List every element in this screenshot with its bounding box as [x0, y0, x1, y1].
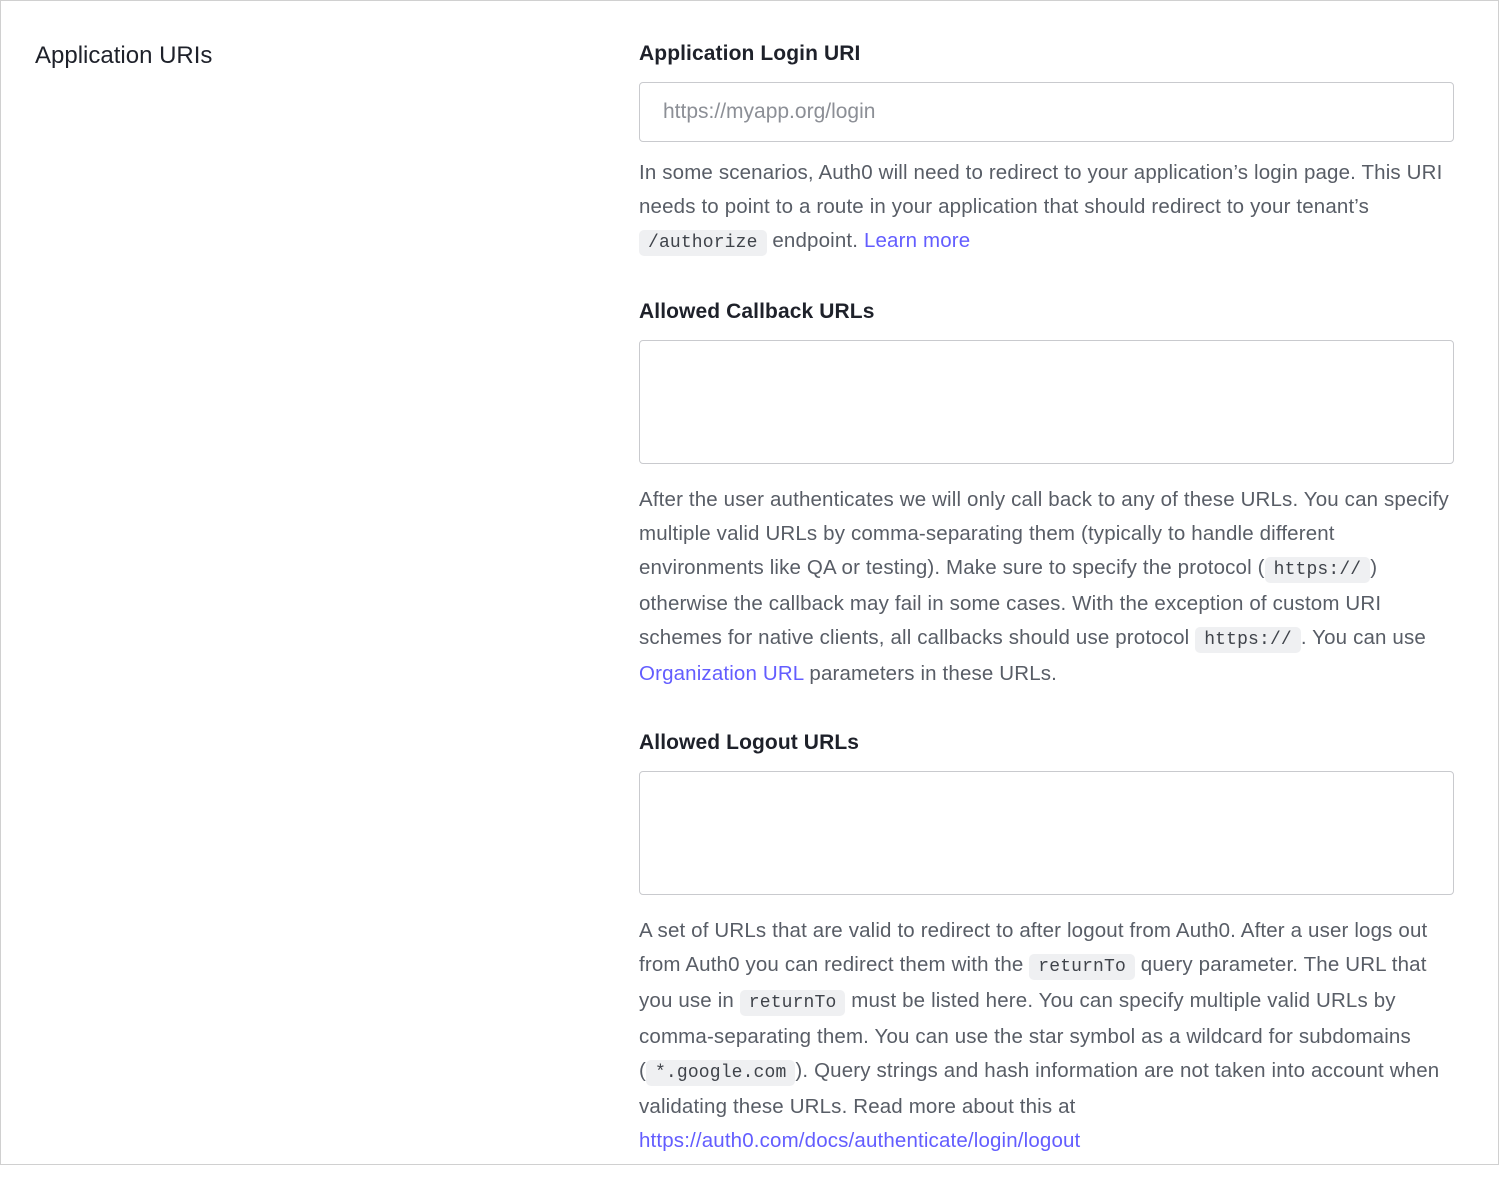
- learn-more-link[interactable]: Learn more: [863, 229, 971, 252]
- help-text: ) otherwise the callback may fail in some cases. With the exception of custom URI schemes for native clients, all callbacks should use protocol: [639, 556, 1382, 649]
- callback-urls-label: Allowed Callback URLs: [639, 300, 875, 323]
- login-uri-label: Application Login URI: [639, 42, 861, 65]
- logout-urls-textarea[interactable]: [639, 771, 1454, 895]
- inline-code: /authorize: [639, 230, 767, 256]
- callback-urls-field: [639, 300, 1454, 691]
- inline-code: https://: [1195, 627, 1301, 653]
- organization-url-link[interactable]: Organization URL: [639, 662, 804, 685]
- login-uri-field: [639, 42, 1454, 260]
- section-title: Application URIs: [35, 42, 213, 69]
- login-uri-input[interactable]: [639, 82, 1454, 142]
- login-uri-help: [639, 156, 1454, 260]
- help-text: A set of URLs that are valid to redirect to after logout from Auth0. After a user logs out from Auth0 you can redirect them with the: [639, 919, 1428, 976]
- logout-urls-label: Allowed Logout URLs: [639, 731, 860, 754]
- callback-urls-help: [639, 483, 1454, 691]
- help-text: parameters in these URLs.: [803, 662, 1058, 685]
- help-text: . You can use: [1300, 626, 1426, 649]
- help-text: query parameter. The URL that you use in: [639, 953, 1427, 1012]
- inline-code: https://: [1265, 557, 1371, 583]
- inline-code: returnTo: [1029, 954, 1135, 980]
- logout-docs-link[interactable]: https://auth0.com/docs/authenticate/login/logout: [639, 1129, 1081, 1152]
- help-text: must be listed here. You can specify multiple valid URLs by comma-separating them. You can use the star symbol as a wildcard for subdomains (: [639, 989, 1411, 1082]
- help-text: ). Query strings and hash information are not taken into account when validating these URLs. Read more about this at: [639, 1059, 1440, 1118]
- callback-urls-textarea[interactable]: [639, 340, 1454, 464]
- uri-settings-column: [639, 42, 1454, 1198]
- inline-code: returnTo: [740, 990, 846, 1016]
- help-text: endpoint.: [766, 229, 864, 252]
- logout-urls-help: [639, 914, 1454, 1158]
- help-text: After the user authenticates we will only call back to any of these URLs. You can specify multiple valid URLs by comma-separating them (typically to handle different environments like QA or testing). Make sure to specify the protocol (: [639, 488, 1449, 579]
- logout-urls-field: [639, 731, 1454, 1158]
- help-text: In some scenarios, Auth0 will need to redirect to your application’s login page. This URI needs to point to a route in your application that should redirect to your tenant’s: [639, 161, 1443, 218]
- inline-code: *.google.com: [646, 1060, 795, 1086]
